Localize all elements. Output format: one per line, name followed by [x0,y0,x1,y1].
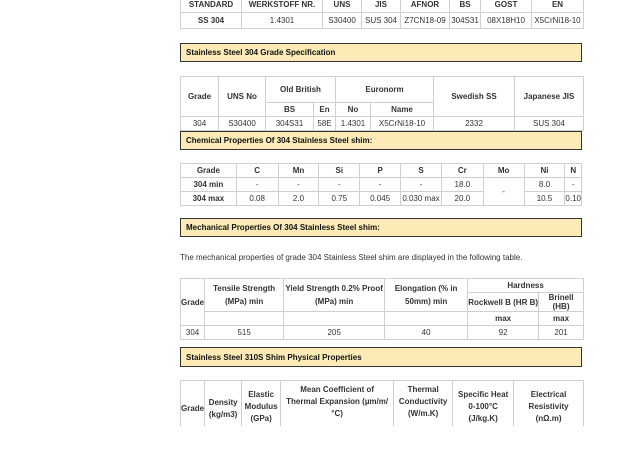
col-euronorm: Euronorm [336,77,434,103]
table-cell: 304 [181,117,219,131]
col-elongation [385,279,468,312]
mechanical-table [180,278,584,340]
col-rockwell: Rockwell B (HR B) [468,293,539,312]
table-cell: 18.0 [441,178,483,192]
table-cell: 205 [284,326,385,340]
table-cell: SUS 304 [515,117,584,131]
physical-heading: Stainless Steel 310S Shim Physical Properties [180,347,582,367]
col-grade: Grade [181,279,205,326]
density-line-2: (kg/m3) [208,409,238,419]
table-cell: 0.030 max [401,192,442,206]
table-cell: - [278,178,319,192]
table-row [181,178,582,192]
mcte-line-3: °C) [331,409,343,418]
table-cell: 304 max [181,192,237,206]
sh-line-2: 0-100°C [468,402,498,411]
col-gost: GOST [481,0,532,13]
table-cell: X5CrNi18-10 [371,117,434,131]
table-cell: 40 [385,326,468,340]
table-cell: 20.0 [441,192,483,206]
col-c: C [236,164,278,178]
table-cell: SS 304 [181,13,242,29]
table-cell: 2.0 [278,192,319,206]
tensile-spacer [205,312,284,326]
col-mn: Mn [278,164,319,178]
col-werkstoff: WERKSTOFF NR. [242,0,323,13]
tc-line-2: Conductivity [398,397,448,406]
table-cell: 1.4301 [242,13,323,29]
yield-line-1: Yield Strength 0.2% Proof [285,284,383,293]
col-bs: BS [450,0,481,13]
col-uns: UNS [323,0,362,13]
chemical-table [180,163,582,206]
table-cell: 304 min [181,178,237,192]
grade-spec-table [180,76,584,131]
col-grade: Grade [181,77,219,117]
sh-line-1: Specific Heat [458,390,509,399]
grade-spec-heading: Stainless Steel 304 Grade Specification [180,43,582,62]
col-brinell: Brinell (HB) [539,293,584,312]
col-tensile [205,279,284,312]
table-cell: 201 [539,326,584,340]
mcte-line-1: Mean Coefficient of [300,385,375,394]
table-cell: 304 [181,326,205,340]
mcte-line-2: Thermal Expansion (µm/m/ [286,397,389,406]
mechanical-heading: Mechanical Properties Of 304 Stainless Steel shim: [180,218,582,237]
tc-line-1: Thermal [407,385,439,394]
col-cr: Cr [441,164,483,178]
table-cell: 515 [205,326,284,340]
table-cell: 0.045 [360,192,401,206]
er-line-1: Electrical [530,390,567,399]
table-cell: S30400 [219,117,266,131]
col-swedish-ss: Swedish SS [434,77,515,117]
viewport-cutoff [0,426,638,451]
col-no: No [336,103,371,117]
table-row [181,326,584,340]
table-cell: 304S31 [266,117,314,131]
table-cell: - [360,178,401,192]
col-p: P [360,164,401,178]
elastic-line-1: Elastic [248,390,275,399]
col-en: EN [532,0,584,13]
col-brinell-max: max [539,312,584,326]
table-cell: - [483,178,524,206]
table-cell: X5CrNi18-10 [532,13,584,29]
col-afnor: AFNOR [401,0,450,13]
col-n: N [565,164,582,178]
table-cell: 08X18H10 [481,13,532,29]
col-japanese-jis: Japanese JIS [515,77,584,117]
yield-spacer [284,312,385,326]
table-cell: 0.10 [565,192,582,206]
table-row [181,117,584,131]
er-line-2: Resistivity [528,402,569,411]
col-jis: JIS [362,0,401,13]
density-line-1: Density [208,397,238,407]
table-cell: 8.0 [524,178,565,192]
tc-line-3: (W/m.K) [408,409,439,418]
elongation-line-2: 50mm) min [405,297,448,306]
col-mo: Mo [483,164,524,178]
table-cell: SUS 304 [362,13,401,29]
col-bs: BS [266,103,314,117]
table-cell: 10.5 [524,192,565,206]
table-cell: - [401,178,442,192]
col-rockwell-max: max [468,312,539,326]
er-line-3: (nΩ.m) [535,414,562,423]
table-cell: - [236,178,278,192]
col-old-british: Old British [266,77,336,103]
col-name: Name [371,103,434,117]
elongation-line-1: Elongation (% in [394,284,458,293]
table-cell: - [565,178,582,192]
table-row [181,13,584,29]
col-s: S [401,164,442,178]
standards-table [180,0,584,29]
tensile-line-1: Tensile Strength [213,284,276,293]
col-si: Si [319,164,360,178]
col-en: En [314,103,336,117]
yield-line-2: (MPa) min [315,297,354,306]
table-cell: 58E [314,117,336,131]
table-cell: 2332 [434,117,515,131]
elastic-line-3: (GPa) [250,414,272,423]
table-cell: 1.4301 [336,117,371,131]
table-cell: 0.08 [236,192,278,206]
sh-line-3: (J/kg.K) [468,414,498,423]
col-grade: Grade [181,164,237,178]
table-cell: S30400 [323,13,362,29]
mechanical-intro-text: The mechanical properties of grade 304 Stainless Steel shim are displayed in the following table. [180,253,523,262]
elongation-spacer [385,312,468,326]
elastic-line-2: Modulus [244,402,278,411]
table-cell: 92 [468,326,539,340]
col-grade: Grade [181,381,205,437]
col-standard: STANDARD [181,0,242,13]
col-ni: Ni [524,164,565,178]
tensile-line-2: (MPa) min [225,297,264,306]
table-cell: 304S31 [450,13,481,29]
col-yield [284,279,385,312]
table-cell: - [319,178,360,192]
table-cell: 0.75 [319,192,360,206]
col-uns-no: UNS No [219,77,266,117]
col-hardness: Hardness [468,279,584,293]
chemical-heading: Chemical Properties Of 304 Stainless Steel shim: [180,131,582,150]
table-cell: Z7CN18-09 [401,13,450,29]
